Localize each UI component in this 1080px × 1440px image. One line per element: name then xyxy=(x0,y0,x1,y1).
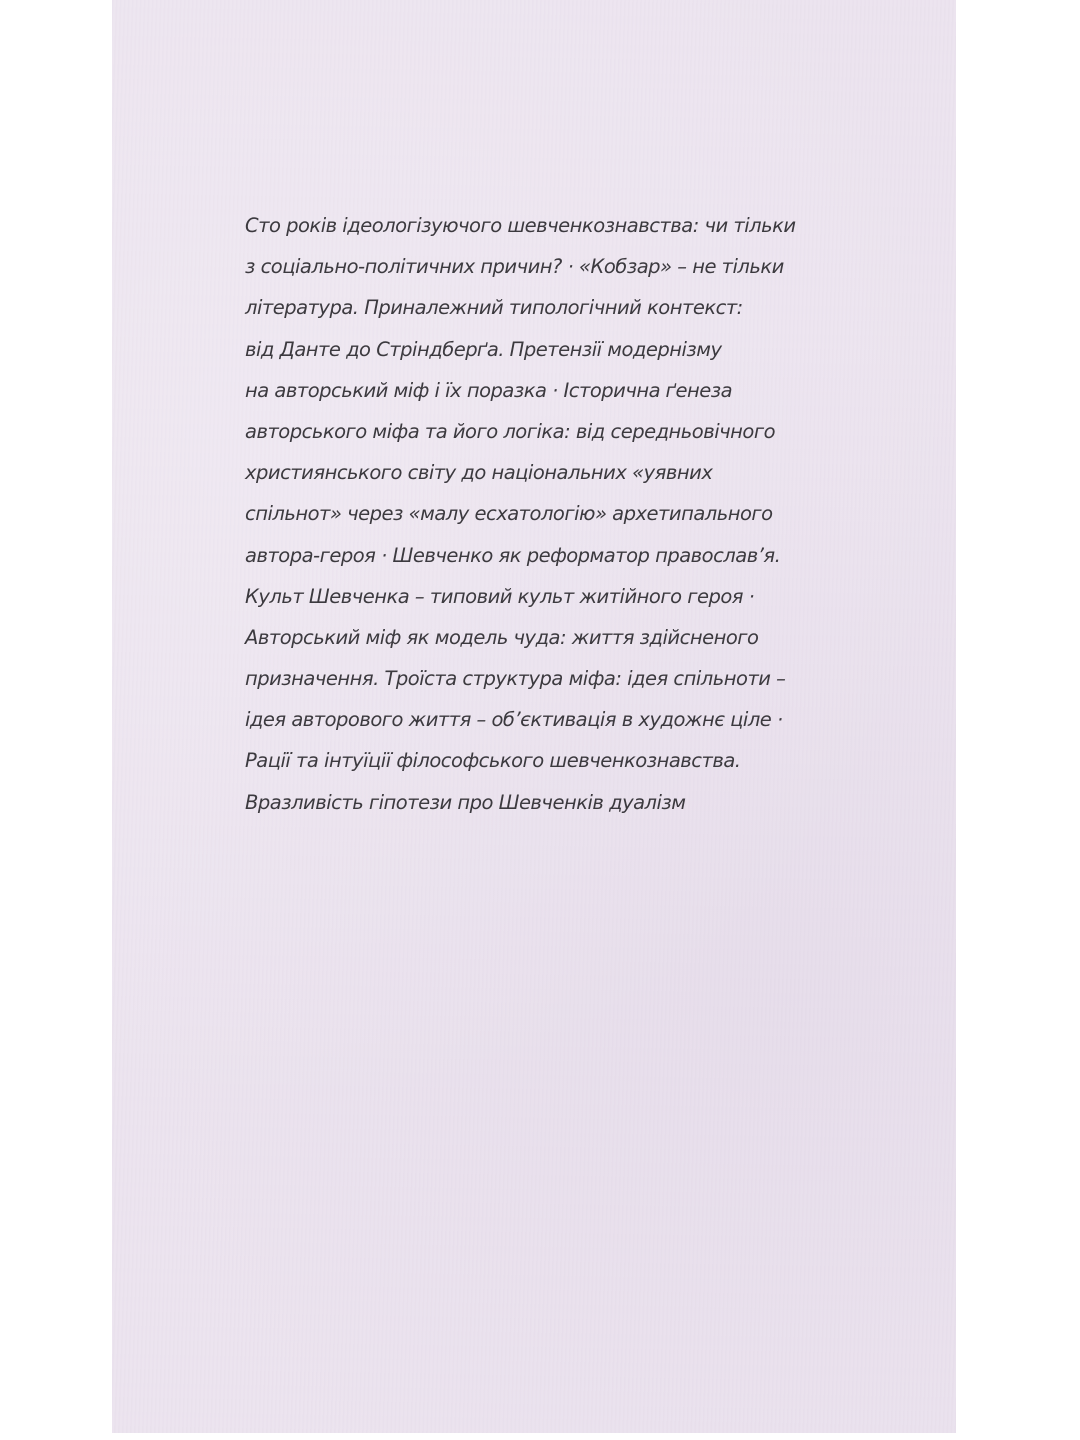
text-line: авторського міфа та його логіка: від середньовічного xyxy=(245,419,776,443)
text-line: з соціально-політичних причин? · «Кобзар» – не тільки xyxy=(245,255,784,279)
text-line: на авторський міф і їх поразка · Історична ґенеза xyxy=(245,378,733,402)
text-line: Раціï та інтуїції філософського шевченкознавства. xyxy=(245,749,741,773)
text-line: призначення. Троїста структура міфа: ідея спільноти – xyxy=(245,667,786,691)
text-line: від Данте до Стріндберґа. Претензії модернізму xyxy=(245,337,722,361)
text-line: Авторський міф як модель чуда: життя здійсненого xyxy=(245,625,759,649)
chapter-summary-text xyxy=(245,205,845,823)
text-line: Культ Шевченка – типовий культ житійного героя · xyxy=(245,584,755,608)
text-line: ідея авторового життя – об’єктивація в художнє ціле · xyxy=(245,708,783,732)
text-line: Сто років ідеологізуючого шевченкознавства: чи тільки xyxy=(245,214,796,237)
text-line: автора-героя · Шевченко як реформатор православ’я. xyxy=(245,543,781,567)
text-line: християнського світу до національних «уявних xyxy=(245,461,713,485)
text-line: спільнот» через «малу есхатологію» архетипального xyxy=(245,502,773,526)
text-line: література. Приналежний типологічний контекст: xyxy=(245,296,743,320)
text-line: Вразливість гіпотези про Шевченків дуалізм xyxy=(245,790,686,814)
book-page xyxy=(112,0,956,1433)
